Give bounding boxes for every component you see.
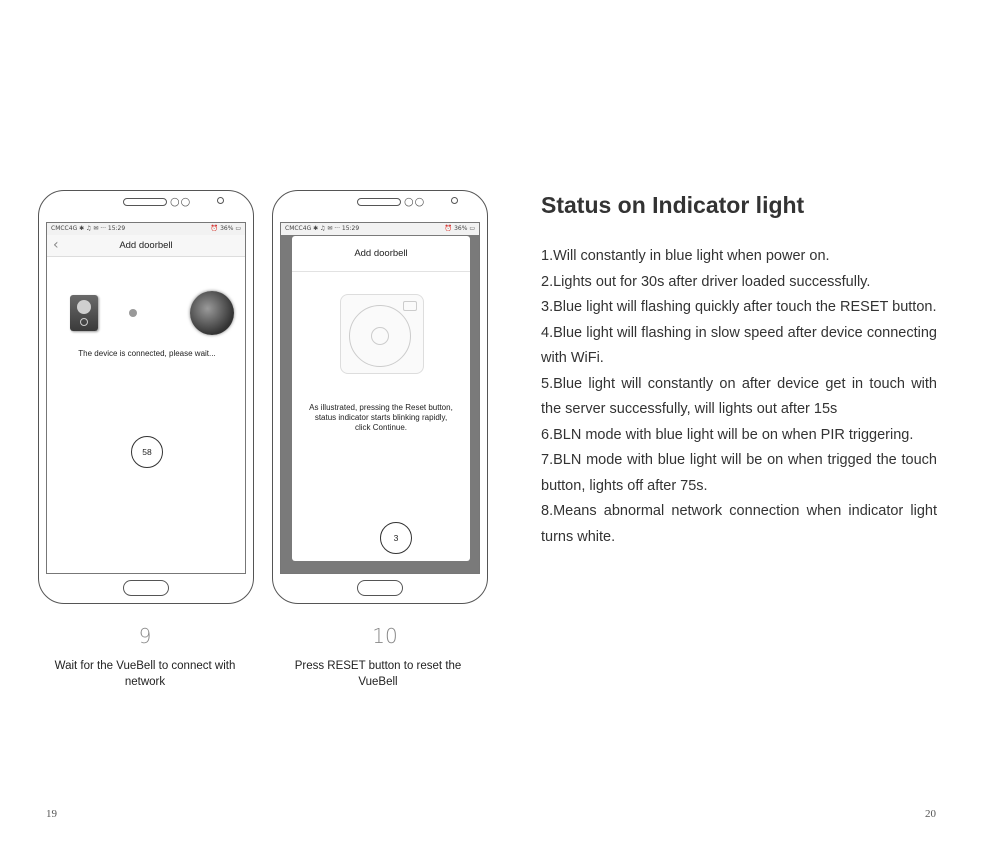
status-item: 4.Blue light will flashing in slow speed after device connecting with WiFi. (541, 324, 937, 366)
phone-screen (46, 222, 246, 574)
status-bar (281, 223, 479, 235)
reset-instruction-message: As illustrated, pressing the Reset button, status indicator starts blinking rapidly, click Continue. (309, 403, 453, 432)
status-item: 5.Blue light will constantly on after device get in touch with the server successfully, will lights out after 15s (541, 375, 937, 417)
dialog-title: Add doorbell (292, 236, 470, 272)
speaker-slot (357, 198, 401, 206)
page-number-right: 20 (925, 808, 936, 820)
status-item: 6.BLN mode with blue light will be on when PIR triggering. (541, 426, 914, 443)
home-button (357, 580, 403, 596)
status-bar-right: ⏰ 36% ▭ (444, 225, 475, 232)
phone-illustration-step-9 (38, 190, 254, 604)
status-item: 3.Blue light will flashing quickly after touch the RESET button. (541, 299, 937, 315)
step-number-9: 9 (138, 624, 152, 648)
add-doorbell-dialog (292, 236, 470, 561)
back-arrow-icon: ‹ (53, 237, 59, 253)
step-number-10: 10 (372, 624, 398, 648)
front-camera (217, 197, 224, 204)
progress-dot-icon (129, 309, 137, 317)
sensor-dots: ○○ (404, 195, 426, 208)
status-item: 8.Means abnormal network connection when indicator light turns white. (541, 503, 937, 545)
home-button (123, 580, 169, 596)
countdown-circle: 58 (131, 436, 163, 468)
section-heading: Status on Indicator light (541, 192, 805, 218)
speaker-slot (123, 198, 167, 206)
indicator-status-list (541, 244, 937, 550)
front-camera (451, 197, 458, 204)
globe-network-icon (190, 291, 234, 335)
connecting-message: The device is connected, please wait... (78, 349, 216, 358)
status-bar (47, 223, 245, 235)
page-number-left: 19 (46, 808, 57, 820)
status-bar-left: CMCC4G ✱ ♫ ✉ ··· 15:29 (285, 225, 360, 232)
status-item: 7.BLN mode with blue light will be on when trigged the touch button, lights off after 75s. (541, 452, 937, 494)
status-bar-right: ⏰ 36% ▭ (210, 225, 241, 232)
phone-illustration-step-10 (272, 190, 488, 604)
connection-icons (47, 291, 246, 335)
step-caption-9: Wait for the VueBell to connect with network (54, 660, 236, 688)
doorbell-device-icon (70, 295, 98, 331)
doorbell-reset-icon (340, 294, 424, 374)
step-caption-10: Press RESET button to reset the VueBell (294, 660, 462, 688)
phone-screen (280, 222, 480, 574)
countdown-circle: 3 (380, 522, 412, 554)
app-bar-title: Add doorbell (119, 240, 173, 251)
status-bar-left: CMCC4G ✱ ♫ ✉ ··· 15:29 (51, 225, 126, 232)
app-bar (47, 235, 245, 257)
status-item: 1.Will constantly in blue light when power on. (541, 248, 830, 264)
status-item: 2.Lights out for 30s after driver loaded successfully. (541, 273, 871, 290)
sensor-dots: ○○ (170, 195, 192, 208)
